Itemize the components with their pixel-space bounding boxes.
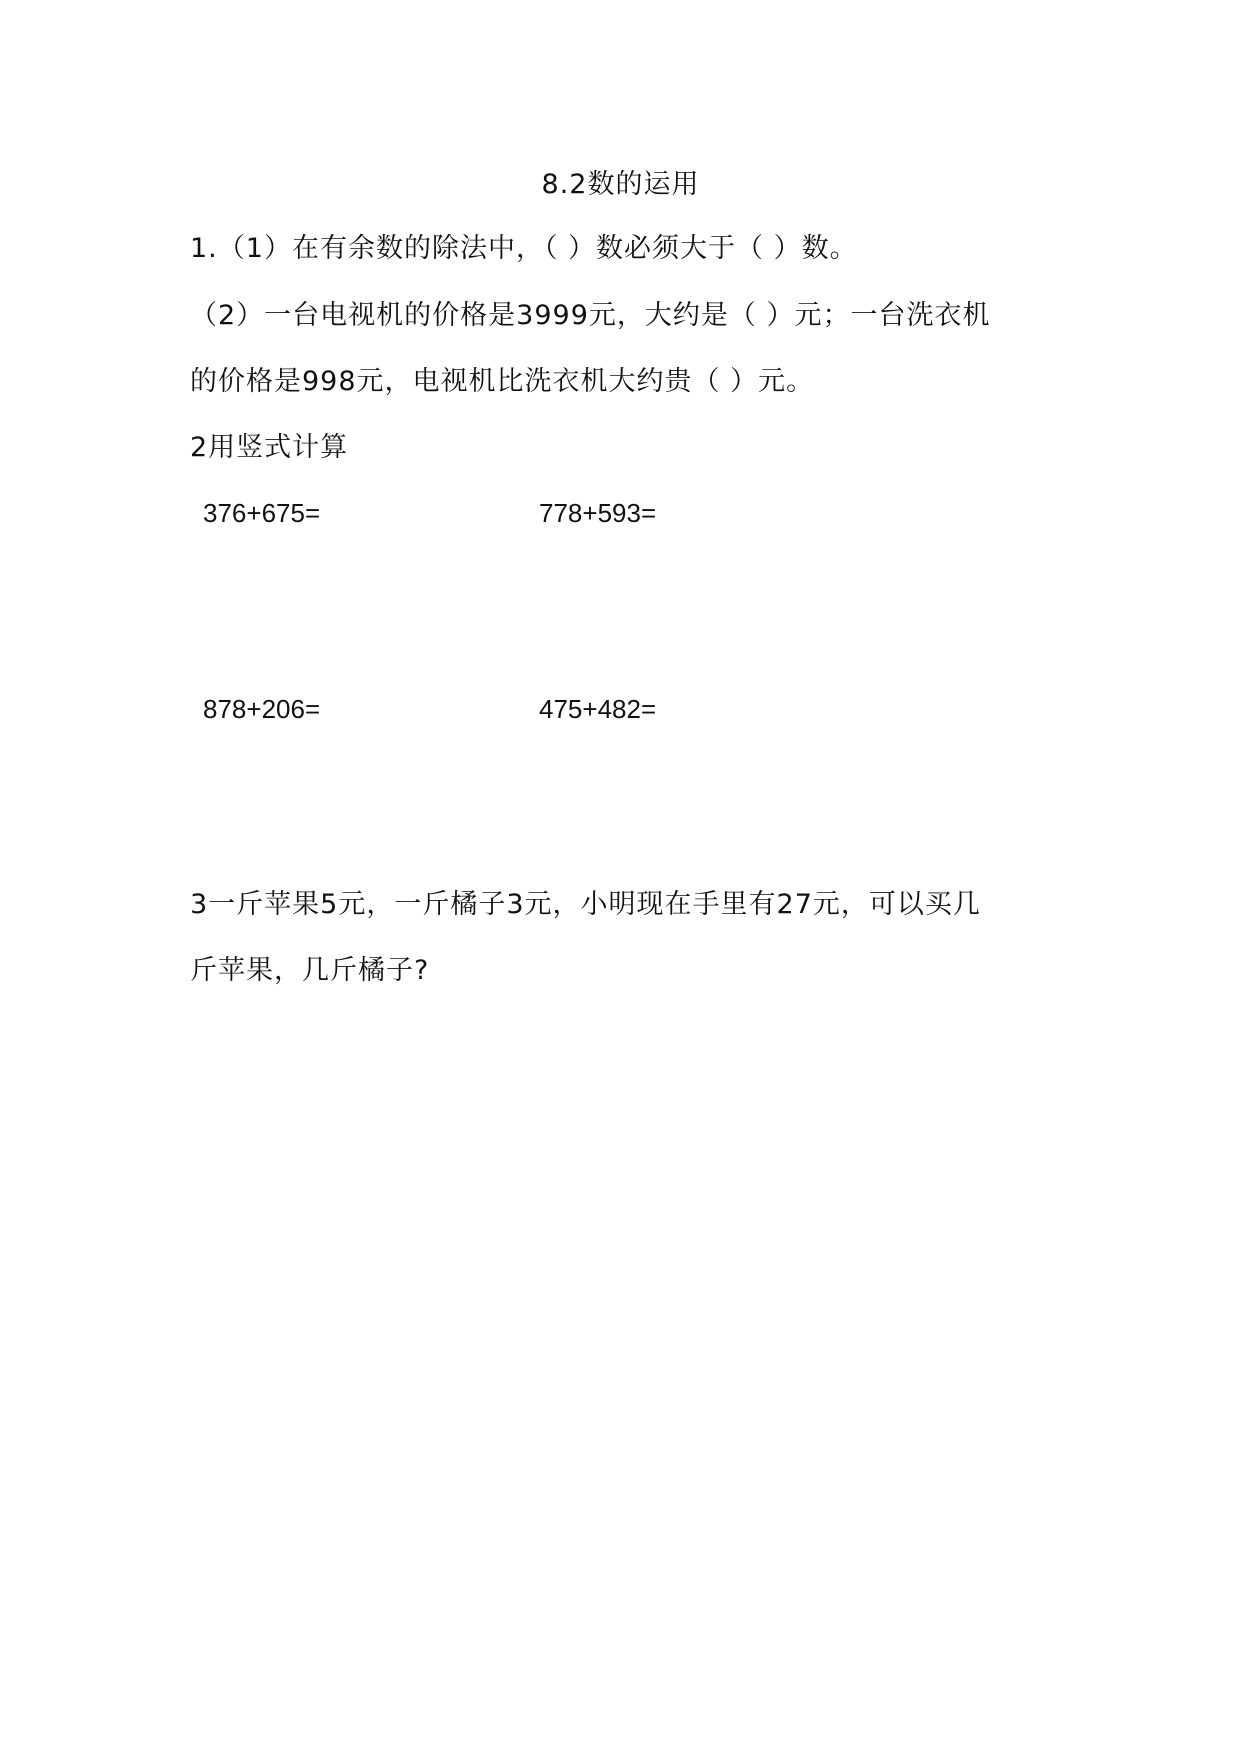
question-3-line-1: 3一斤苹果5元，一斤橘子3元，小明现在手里有27元，可以买几 [190, 889, 981, 920]
page-title: 8.2数的运用 [541, 169, 700, 200]
calc-problem-1: 376+675= [203, 498, 321, 528]
question-1-part-2-line-2: 的价格是998元，电视机比洗衣机大约贵（ ）元。 [190, 366, 815, 397]
question-3-line-2: 斤苹果，几斤橘子? [190, 955, 430, 986]
calc-problem-2: 778+593= [539, 498, 657, 528]
calc-problem-3: 878+206= [203, 694, 321, 724]
calc-problem-4: 475+482= [539, 694, 657, 724]
question-2-heading: 2用竖式计算 [190, 432, 349, 463]
question-1-part-1: 1.（1）在有余数的除法中，（ ）数必须大于（ ）数。 [190, 233, 858, 264]
question-1-part-2-line-1: （2）一台电视机的价格是3999元，大约是（ ）元；一台洗衣机 [190, 300, 991, 331]
